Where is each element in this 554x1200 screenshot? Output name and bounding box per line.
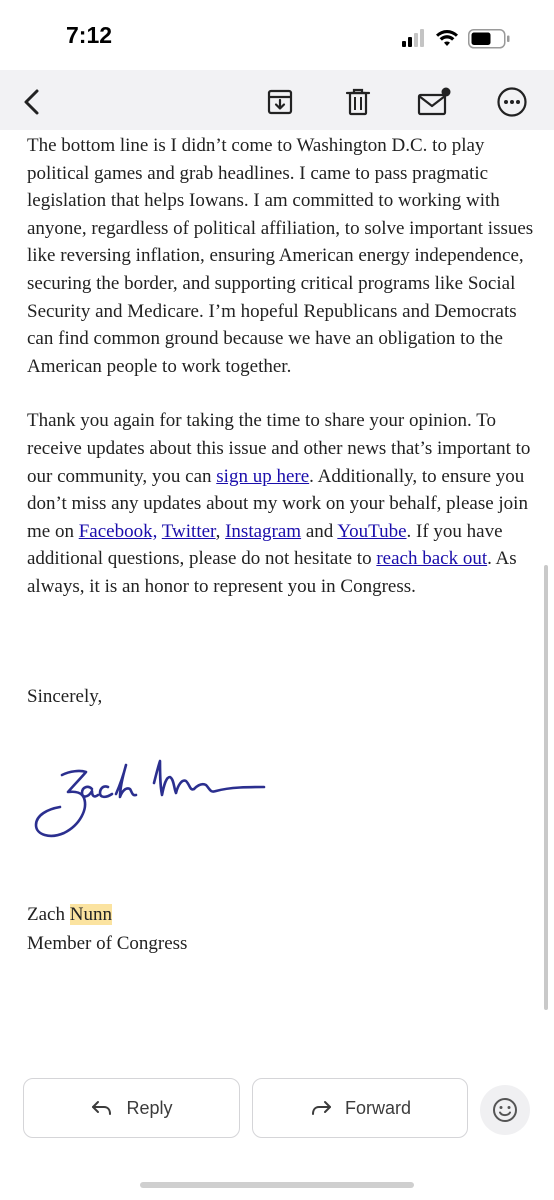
forward-button[interactable] (252, 1078, 468, 1138)
body-paragraph-2 (27, 407, 537, 600)
sender-title: Member of Congress (27, 933, 188, 954)
emoji-reaction-button[interactable] (480, 1085, 530, 1135)
email-body (27, 132, 537, 601)
more-button[interactable] (490, 80, 534, 124)
paragraph-text: , (215, 520, 226, 542)
youtube-link[interactable]: YouTube (337, 520, 407, 542)
body-paragraph-1: The bottom line is I didn’t come to Washington D.C. to play political games and grab headlines. I came to pass pragmatic legislation that helps Iowans. I am committed to working with anyone, regardless of political affiliation, to solve important issues like reversing inflation, ensuring American energy independence, securing the border, and supporting critical programs like Social Security and Medicare. I’m hopeful Republicans and Democrats can find common ground because we have an obligation to the American people to work together. (27, 135, 534, 377)
back-button[interactable] (10, 80, 54, 124)
paragraph-text: . If you have additional questions, please do not hesitate to (27, 520, 503, 570)
paragraph-text: . Additionally, to ensure you don’t miss any updates about my work on your behalf, please join me on (27, 465, 528, 542)
paragraph-text: and (301, 520, 338, 542)
reply-label: Reply (126, 1097, 173, 1118)
forward-label: Forward (344, 1097, 411, 1118)
scrollbar[interactable] (544, 565, 548, 1010)
sign-up-here-link[interactable]: sign up here (216, 465, 310, 487)
status-bar (0, 0, 554, 70)
sender-first-name: Zach (27, 904, 65, 925)
twitter-link[interactable]: Twitter (161, 520, 216, 542)
smiley-icon (491, 1096, 519, 1124)
trash-icon (343, 87, 373, 117)
mark-unread-button[interactable] (412, 80, 456, 124)
battery-icon (469, 30, 510, 48)
wifi-icon (436, 30, 458, 46)
forward-arrow-icon (309, 1099, 333, 1117)
email-toolbar (0, 70, 554, 130)
status-time: 7:12 (66, 22, 113, 48)
delete-button[interactable] (336, 80, 380, 124)
facebook-link[interactable]: Facebook, (78, 520, 158, 542)
instagram-link[interactable]: Instagram (225, 520, 302, 542)
sender-last-name-highlighted: Nunn (69, 904, 112, 925)
handwritten-signature (30, 745, 280, 845)
mark-unread-icon (417, 87, 451, 117)
more-icon (496, 86, 528, 118)
archive-button[interactable] (258, 80, 302, 124)
closing-text: Sincerely, (27, 686, 103, 707)
paragraph-text: Thank you again for taking the time to share your opinion. To receive updates about this issue and other news that’s important to our community, you can (27, 410, 531, 487)
status-icons (402, 28, 514, 48)
reply-button[interactable] (23, 1078, 240, 1138)
signature-block (27, 900, 187, 958)
cellular-signal-icon (402, 29, 424, 47)
back-chevron-icon (20, 88, 44, 116)
reply-arrow-icon (90, 1099, 114, 1117)
archive-icon (265, 87, 295, 117)
home-indicator[interactable] (140, 1182, 414, 1188)
paragraph-text: . As always, it is an honor to represent you in Congress. (27, 548, 517, 597)
sender-name (27, 900, 187, 929)
reach-back-out-link[interactable]: reach back out (376, 548, 488, 570)
